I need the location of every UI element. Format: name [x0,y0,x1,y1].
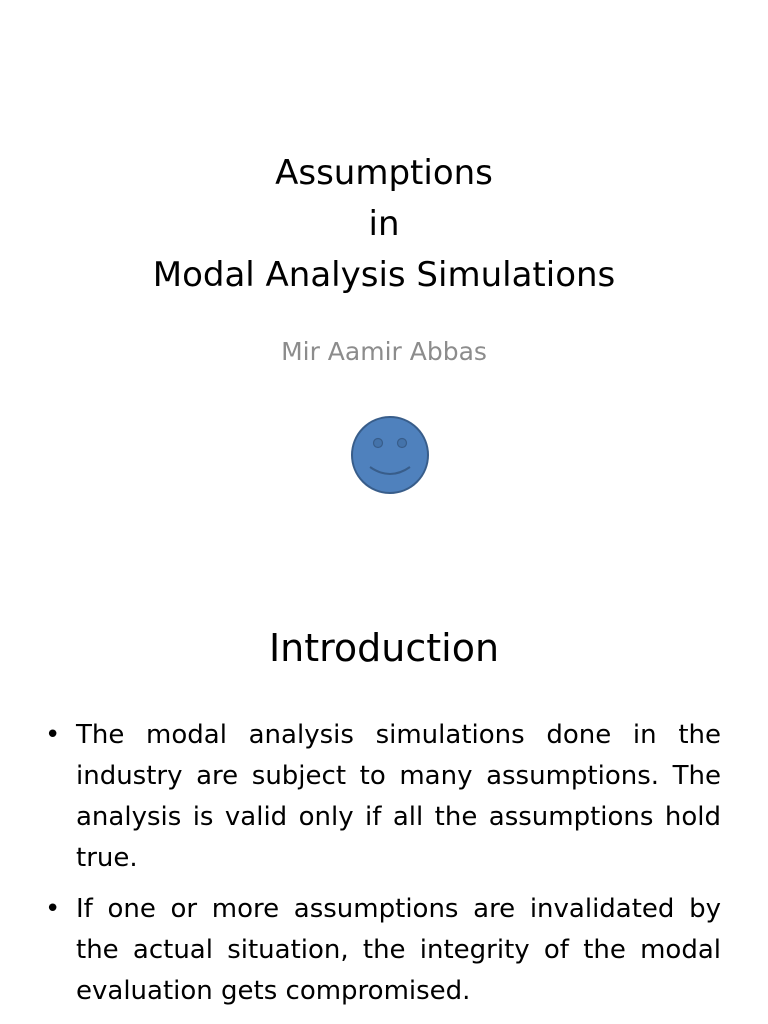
bullet-text-1: The modal analysis simulations done in the industry are subject to many assumptions. The analysis is valid only if all the assumptions hold true. [76,720,721,873]
slide-title [0,148,768,301]
title-line-3: Modal Analysis Simulations [152,255,616,295]
bullet-dot: • [45,720,61,750]
smiley-face-icon [350,415,430,495]
author-name: Mir Aamir Abbas [281,337,487,366]
bullet-text-2: If one or more assumptions are invalidated by the actual situation, the integrity of the modal evaluation gets compromised. [76,894,721,1006]
bullet-item-1 [45,715,721,879]
slide-heading: Introduction [268,626,500,670]
introduction-slide [0,560,768,1024]
bullet-list [0,715,768,1022]
bullet-dot: • [45,894,61,924]
title-line-1: Assumptions [275,153,493,193]
bullet-item-2 [45,889,721,1012]
title-line-2: in [368,204,400,244]
